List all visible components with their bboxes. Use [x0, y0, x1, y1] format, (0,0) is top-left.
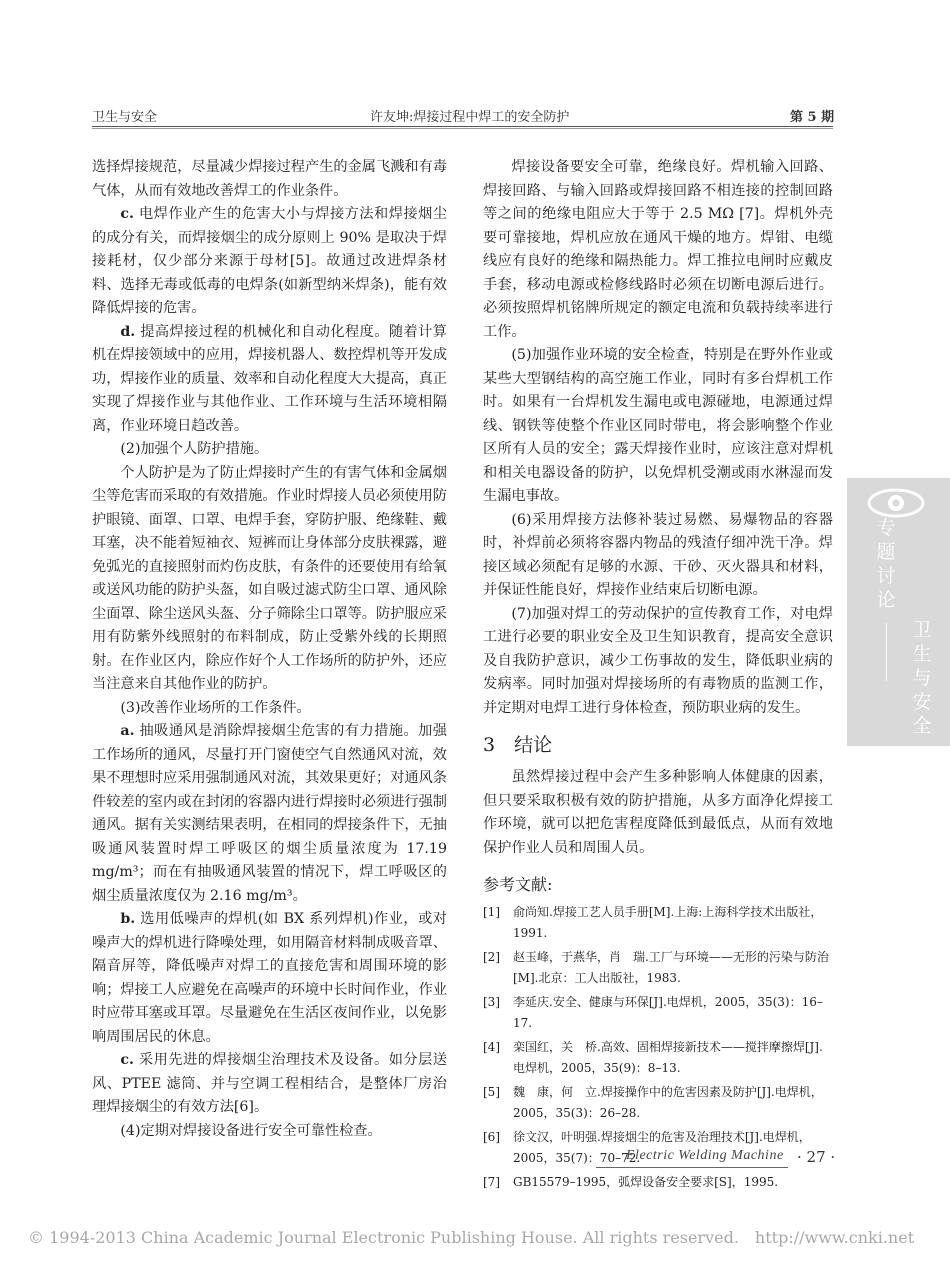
- paragraph-text: 焊接设备要安全可靠，绝缘良好。焊机输入回路、焊接回路、与输入回路或焊接回路不相连接的控制回路等之间的绝缘电阻应大于等于 2.5 MΩ [7]。焊机外壳要可靠接地，焊机应放在通风干燥的地方。焊钳、电缆线应有良好的绝缘和隔热能力。焊工推拉电闸时应戴皮手套，移动电源或检修线路时必须在切断电源后进行。必须按照焊机铭牌所规定的额定电流和负载持续率进行工作。: [483, 159, 833, 340]
- reference-item: [483, 902, 833, 944]
- paragraph-text: 抽吸通风是消除焊接烟尘危害的有力措施。加强工作场所的通风，尽量打开门窗使空气自然通风对流，效果不理想时应采用强制通风对流，其效果更好；对通风条件较差的室内或在封闭的容器内进行焊接时必须进行强制通风。据有关实测结果表明，在相同的焊接条件下，无抽吸通风装置时焊工呼吸区的烟尘质量浓度为 17.19 mg/m³；而在有抽吸通风装置的情况下，焊工呼吸区的烟尘质量浓度仅为 2.16 mg/m³。: [92, 723, 447, 904]
- body-paragraph: [92, 462, 447, 697]
- section-heading: 3 结论: [483, 734, 553, 756]
- body-paragraph: [92, 321, 447, 439]
- reference-text: GB15579–1995，弧焊设备安全要求[S]，1995.: [513, 1175, 779, 1189]
- reference-number: [6]: [483, 1130, 500, 1144]
- item-marker: c.: [120, 1052, 134, 1068]
- sidebar-topic-char: 讨: [876, 565, 896, 587]
- reference-number: [2]: [483, 950, 500, 964]
- item-marker: a.: [120, 723, 135, 739]
- paragraph-text: 电焊作业产生的危害大小与焊接方法和焊接烟尘的成分有关，而焊接烟尘的成分原则上 90% 是取决于焊接耗材，仅少部分来源于母材[5]。故通过改进焊条材料、选择无毒或低毒的电焊条(如新型纳米焊条)，能有效降低焊接的危害。: [92, 206, 447, 316]
- journal-logo: Electric Welding Machine: [626, 1148, 784, 1163]
- body-paragraph: [92, 438, 447, 462]
- item-marker: d.: [120, 323, 136, 340]
- item-marker: b.: [120, 911, 136, 927]
- reference-number: [5]: [483, 1085, 500, 1099]
- page-number: · 27 ·: [797, 1148, 836, 1166]
- paragraph-text: 选用低噪声的焊机(如 BX 系列焊机)作业，或对噪声大的焊机进行降噪处理，如用隔音材料制成吸音罩、隔音屏等，降低噪声对焊工的直接危害和周围环境的影响；焊接工人应避免在高噪声的环境中长时间作业，作业时应带耳塞或耳罩。尽量避免在生活区夜间作业，以免影响周围居民的休息。: [92, 911, 447, 1045]
- sidebar-section-char: 与: [912, 667, 932, 689]
- eye-icon: [866, 486, 926, 520]
- sidebar-topic-label: [875, 516, 897, 612]
- reference-text: 魏 康，何 立.焊接操作中的危害因素及防护[J].电焊机，2005，35(3)：26–28.: [513, 1085, 823, 1120]
- paragraph-text: 个人防护是为了防止焊接时产生的有害气体和金属烟尘等危害而采取的有效措施。作业时焊接人员必须使用防护眼镜、面罩、口罩、电焊手套，穿防护服、绝缘鞋、戴耳塞，决不能着短袖衣、短裤而让身体部分皮肤裸露，避免弧光的直接照射而灼伤皮肤，有条件的还要使用有给氧或送风功能的防护头盔，如自吸过滤式防尘口罩、通风除尘面罩、除尘送风头盔、分子筛除尘口罩等。防护服应采用有防紫外线照射的布料制成，防止受紫外线的长期照射。在作业区内，除应作好个人工作场所的防护外，还应当注意来自其他作业的防护。: [92, 464, 447, 692]
- paragraph-text: 提高焊接过程的机械化和自动化程度。随着计算机在焊接领域中的应用，焊接机器人、数控焊机等开发成功，焊接作业的质量、效率和自动化程度大大提高，真正实现了焊接作业与其他作业、工作环境与生活环境相隔离，作业环境日趋改善。: [92, 323, 447, 434]
- body-paragraph: [92, 908, 447, 1049]
- reference-item: [483, 1082, 833, 1124]
- body-paragraph: [92, 1049, 447, 1120]
- paragraph-text: 选择焊接规范，尽量减少焊接过程产生的金属飞溅和有毒气体，从而有效地改善焊工的作业条件。: [92, 159, 447, 199]
- running-header-left: 卫生与安全: [92, 110, 158, 125]
- reference-text: 徐文汉，叶明强.焊接烟尘的危害及治理技术[J].电焊机，2005，35(7)：70–72.: [513, 1130, 811, 1165]
- paragraph-text: (2)加强个人防护措施。: [120, 441, 269, 457]
- body-paragraph: [92, 697, 447, 721]
- reference-text: 李延庆.安全、健康与环保[J].电焊机，2005，35(3)：16–17.: [513, 995, 823, 1030]
- reference-item: [483, 1037, 833, 1079]
- left-column: [92, 156, 447, 1143]
- reference-text: 赵玉峰，于燕华，肖 瑞.工厂与环境——无形的污染与防治[M].北京：工人出版社，1983.: [513, 950, 829, 985]
- sidebar-section-char: 生: [912, 643, 932, 665]
- right-column: [483, 156, 836, 1196]
- body-paragraph: [483, 509, 833, 603]
- reference-number: [4]: [483, 1040, 500, 1054]
- section-sidebar: [847, 478, 950, 746]
- body-paragraph: [483, 766, 833, 860]
- paragraph-text: (7)加强对焊工的劳动保护的宣传教育工作，对电焊工进行必要的职业安全及卫生知识教育，提高安全意识及自我防护意识，减少工伤事故的发生，降低职业病的发病率。同时加强对焊接场所的有毒物质的监测工作，并定期对电焊工进行身体检查，预防职业病的发生。: [483, 605, 833, 716]
- reference-number: [1]: [483, 905, 500, 919]
- reference-item: [483, 992, 833, 1034]
- paragraph-text: (5)加强作业环境的安全检查，特别是在野外作业或某些大型钢结构的高空施工作业，同时有多台焊机工作时。如果有一台焊机发生漏电或电源碰地，电源通过焊线、钢铁等使整个作业区同时带电，将会影响整个作业区所有人员的安全；露天焊接作业时，应该注意对焊机和相关电器设备的防护，以免焊机受潮或雨水淋湿而发生漏电事故。: [483, 347, 833, 504]
- references-heading: 参考文献:: [483, 875, 553, 894]
- item-marker: c.: [120, 206, 134, 222]
- sidebar-section-char: 安: [912, 691, 932, 713]
- sidebar-section-char: 卫: [912, 619, 932, 641]
- reference-text: 栾国红，关 桥.高效、固相焊接新技术——搅拌摩擦焊[J].电焊机，2005，35(9)：8–13.: [513, 1040, 823, 1075]
- paragraph-text: 采用先进的焊接烟尘治理技术及设备。如分层送风、PTEE 滤筒、并与空调工程相结合，是整体厂房治理焊接烟尘的有效方法[6]。: [92, 1052, 447, 1115]
- sidebar-divider: [886, 623, 887, 681]
- paragraph-text: (4)定期对焊接设备进行安全可靠性检查。: [120, 1122, 382, 1139]
- reference-item: [483, 1172, 833, 1193]
- reference-item: [483, 947, 833, 989]
- body-paragraph: [483, 344, 833, 509]
- body-paragraph: [483, 156, 833, 344]
- paragraph-text: (3)改善作业场所的工作条件。: [120, 699, 311, 716]
- sidebar-section-char: 全: [912, 715, 932, 737]
- sidebar-topic-char: 题: [876, 541, 896, 563]
- sidebar-section-label: [911, 618, 933, 738]
- running-header-issue: 第 5 期: [790, 110, 835, 125]
- reference-number: [7]: [483, 1175, 500, 1189]
- body-paragraph: [92, 720, 447, 908]
- running-header-title: 许友坤:焊接过程中焊工的安全防护: [370, 110, 570, 125]
- reference-number: [3]: [483, 995, 500, 1009]
- sidebar-topic-char: 论: [876, 589, 896, 611]
- reference-text: 俞尚知.焊接工艺人员手册[M].上海:上海科学技术出版社，1991.: [513, 905, 823, 940]
- body-paragraph: [92, 1120, 447, 1144]
- copyright-notice: © 1994-2013 China Academic Journal Electronic Publishing House. All rights reserved. http://www.cnki.net: [28, 1228, 915, 1247]
- body-paragraph: [483, 603, 833, 721]
- paragraph-text: 虽然焊接过程中会产生多种影响人体健康的因素，但只要采取积极有效的防护措施，从多方面净化焊接工作环境，就可以把危害程度降低到最低点，从而有效地保护作业人员和周围人员。: [483, 769, 833, 856]
- paragraph-text: (6)采用焊接方法修补装过易燃、易爆物品的容器时，补焊前必须将容器内物品的残渣仔细冲洗干净。焊接区域必须配有足够的水源、干砂、灭火器具和材料，并保证性能良好，焊接作业结束后切断电源。: [483, 511, 833, 598]
- footer-rule: [596, 1167, 788, 1168]
- header-rule: [92, 126, 833, 127]
- body-paragraph: [92, 156, 447, 203]
- sidebar-topic-char: 专: [876, 517, 896, 539]
- header-rule-thin: [92, 128, 833, 129]
- body-paragraph: [92, 203, 447, 321]
